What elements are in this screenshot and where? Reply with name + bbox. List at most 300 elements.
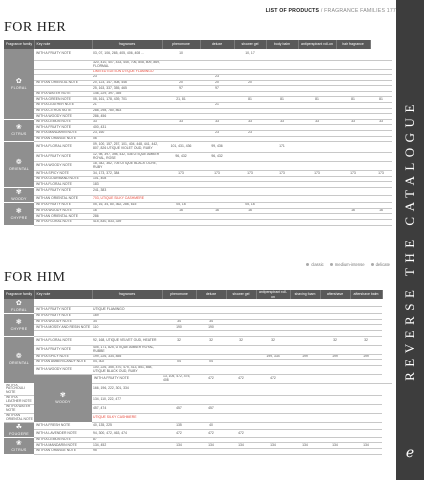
value-cell: [266, 188, 298, 196]
value-cell: 199: [320, 354, 350, 360]
fragrances-cell: 40, 135, 225: [92, 422, 162, 430]
value-cell: [320, 374, 350, 383]
fragrances-cell: 05, 16, 34, 80, 362, 286, 615: [92, 203, 162, 209]
value-cell: [200, 162, 234, 171]
value-cell: 171: [266, 142, 298, 153]
column-header: Key note: [34, 40, 92, 49]
fragrances-cell: 95: [92, 448, 162, 454]
fragrances-cell: 05, 161, 178, 439, 701: [92, 97, 162, 103]
value-cell: 20: [162, 80, 200, 86]
legend-label: classic: [311, 262, 324, 267]
value-cell: [350, 365, 382, 374]
value-cell: [320, 299, 350, 306]
fragrances-cell: 87: [92, 437, 162, 443]
value-cell: 16: [162, 208, 200, 214]
her-table: [4, 40, 392, 226]
value-cell: [320, 345, 350, 354]
fragrances-cell: 23: [92, 75, 162, 81]
legend-dot-icon: [330, 263, 333, 266]
value-cell: 97: [162, 86, 200, 92]
flower-icon: ✿: [15, 300, 23, 307]
value-cell: [370, 195, 392, 203]
family-label: CITRUS: [11, 447, 27, 452]
value-cell: 32: [226, 336, 256, 345]
fragrances-cell: LIMITED EDITION UTIQUE FLAMINGO: [92, 69, 162, 75]
value-cell: [162, 195, 200, 203]
value-cell: [298, 142, 336, 153]
value-cell: [350, 430, 382, 438]
value-cell: [320, 396, 350, 405]
fragrances-cell: 415, 830, 833, 339: [92, 219, 162, 225]
value-cell: [320, 365, 350, 374]
value-cell: [350, 396, 382, 405]
key-note-cell: WITH A FLORAL NOTE: [34, 336, 92, 345]
fragrances-cell: 34, 173, 372, 384: [92, 171, 162, 177]
family-label: FLORAL: [11, 85, 27, 90]
value-cell: [336, 153, 370, 162]
value-cell: 199: [290, 354, 320, 360]
value-cell: [162, 162, 200, 171]
value-cell: [200, 195, 234, 203]
flower-icon: ☘: [15, 423, 23, 431]
key-note-cell: WITH A WOODY NOTE: [34, 208, 92, 214]
value-cell: [320, 430, 350, 438]
value-cell: [320, 448, 350, 454]
table-row: [4, 374, 392, 383]
value-cell: [370, 153, 392, 162]
legend-label: medium-intense: [334, 262, 365, 267]
value-cell: [290, 448, 320, 454]
value-cell: [162, 365, 196, 374]
column-header: deluxe: [200, 40, 234, 49]
fragrances-cell: 13, 105, 472, 475, 408: [162, 374, 196, 383]
key-note-cell: WITH AN ORANGE NOTE: [34, 448, 92, 454]
value-cell: 16: [200, 208, 234, 214]
value-cell: [382, 374, 392, 383]
key-note-cell: WITH A FRUITY NOTE: [34, 314, 92, 320]
family-label: FLORAL: [11, 308, 27, 312]
value-cell: [320, 422, 350, 430]
value-cell: [226, 345, 256, 354]
fragrances-cell: 288, 298, 780, 863: [92, 108, 162, 114]
column-header: shower gel: [226, 290, 256, 299]
value-cell: 33: [370, 119, 392, 125]
table-row: [4, 60, 392, 69]
key-note-cell: WITH A MANDARIN NOTE: [34, 443, 92, 449]
family-cell: [4, 336, 34, 383]
value-cell: 16: [370, 208, 392, 214]
fragrances-cell: 23, 160: [92, 131, 162, 137]
legend-item: [306, 262, 324, 267]
value-cell: [234, 219, 266, 225]
key-note-cell: WITH A FRUITY NOTE: [92, 374, 162, 383]
value-cell: 457: [196, 405, 226, 414]
key-note-cell: WITH A MOSSY AND RESIN NOTE: [36, 324, 91, 329]
fragrances-cell: [92, 299, 162, 306]
family-cell: [4, 203, 34, 225]
value-cell: [290, 383, 320, 396]
value-cell: 457: [162, 405, 196, 414]
column-header: deluxe: [196, 290, 226, 299]
column-header: antiperspirant roll-on: [298, 40, 336, 49]
value-cell: [336, 188, 370, 196]
table-row: [4, 365, 392, 374]
value-cell: 472: [256, 374, 290, 383]
value-cell: [336, 162, 370, 171]
value-cell: 32: [256, 336, 290, 345]
value-cell: [256, 422, 290, 430]
family-cell: [4, 188, 34, 203]
value-cell: 472: [226, 374, 256, 383]
key-note-cell: WITH A LEMON NOTE: [34, 437, 92, 443]
value-cell: [336, 195, 370, 203]
value-cell: [298, 153, 336, 162]
value-cell: [226, 396, 256, 405]
value-cell: [350, 383, 382, 396]
value-cell: [350, 345, 382, 354]
value-cell: [162, 188, 200, 196]
value-cell: [196, 413, 226, 422]
fragrances-cell: 110: [92, 325, 162, 331]
value-cell: [298, 219, 336, 225]
value-cell: [336, 219, 370, 225]
flower-icon: ❃: [15, 207, 23, 215]
value-cell: [350, 299, 382, 306]
value-cell: [336, 60, 370, 69]
key-note-cell: WITH A GREEN NOTE: [34, 97, 92, 103]
value-cell: 33: [162, 119, 200, 125]
value-cell: 96, 432: [200, 153, 234, 162]
value-cell: [290, 422, 320, 430]
column-header: aftershave: [320, 290, 350, 299]
value-cell: [162, 306, 196, 313]
value-cell: [290, 413, 320, 422]
value-cell: [350, 306, 382, 313]
fragrances-cell: 94, 300, 472, 463, 474: [92, 430, 162, 438]
family-cell: [4, 422, 34, 437]
family-cell: [4, 314, 34, 336]
value-cell: [256, 405, 290, 414]
table-row: [4, 195, 392, 203]
family-label: CHYPRE: [10, 215, 28, 220]
key-note-cell: WITH A WOODY NOTE: [34, 319, 92, 325]
value-cell: 81: [370, 97, 392, 103]
value-cell: 20: [234, 80, 266, 86]
table-row: [4, 142, 392, 153]
family-cell: [4, 437, 34, 454]
value-cell: [298, 60, 336, 69]
value-cell: [256, 448, 290, 454]
value-cell: [162, 299, 196, 306]
fragrances-cell: 286, 456: [92, 114, 162, 120]
value-cell: 190: [196, 325, 226, 331]
fragrances-cell: 92, 168, UTIQUE VELVET OUD, HEATER: [92, 336, 162, 345]
column-header: Fragrance family: [4, 290, 34, 299]
value-cell: [256, 345, 290, 354]
value-cell: [234, 153, 266, 162]
fragrances-cell: 166, 196, 222, 301, 334: [92, 383, 162, 396]
fragrances-cell: 100, 226, 355, 470, 475, 413, 851, 858, UTIQUE BLACK OUD, RUBY: [92, 365, 162, 374]
column-header: Key note: [34, 290, 92, 299]
value-cell: [290, 306, 320, 313]
value-cell: [350, 405, 382, 414]
value-cell: [226, 365, 256, 374]
value-cell: [196, 306, 226, 313]
value-cell: 472: [162, 430, 196, 438]
value-cell: 472: [226, 430, 256, 438]
key-note-cell: WITH A LEATHER NOTE: [34, 103, 92, 109]
value-cell: [266, 162, 298, 171]
value-cell: 134: [196, 443, 226, 449]
value-cell: [350, 413, 382, 422]
legend-label: delicate: [375, 262, 390, 267]
value-cell: [266, 195, 298, 203]
family-label: WOODY: [55, 400, 71, 405]
key-note-cell: WITH A LEMON NOTE: [34, 119, 92, 125]
value-cell: 96, 432: [162, 153, 200, 162]
value-cell: [162, 383, 196, 396]
key-note-cell: [34, 299, 92, 306]
value-cell: [196, 396, 226, 405]
value-cell: [336, 49, 370, 60]
family-cell: [34, 374, 92, 422]
fragrances-cell: 20, 123, 147, 408, 446: [92, 80, 162, 86]
value-cell: [200, 60, 234, 69]
value-cell: [350, 374, 382, 383]
key-note-cell: WITH A FLORAL NOTE: [34, 219, 92, 225]
value-cell: 81: [266, 97, 298, 103]
family-label: ORIENTAL: [8, 361, 30, 366]
flower-icon: ❀: [15, 439, 23, 447]
key-note-cell: [34, 60, 92, 69]
key-note-cell: WITH A WATER NOTE: [34, 91, 92, 97]
value-cell: [226, 413, 256, 422]
legend-item: [330, 262, 365, 267]
value-cell: 134: [162, 443, 196, 449]
column-header: hair fragrance: [336, 40, 370, 49]
flower-icon: ✾: [15, 189, 23, 196]
value-cell: [290, 430, 320, 438]
column-header: pheromone: [162, 40, 200, 49]
value-cell: [290, 374, 320, 383]
legend-dot-icon: [371, 263, 374, 266]
fragrances-cell: 101, 408: [92, 176, 162, 182]
fragrances-cell: 18, 342, 362, 705 UTIQUE BLACK OCRE, RUBY: [92, 162, 162, 171]
fragrances-cell: 134, 110, 222, 477: [92, 396, 162, 405]
fragrances-cell: 199, 226, 334, 855: [92, 354, 162, 360]
column-header: fragrances: [92, 40, 162, 49]
value-cell: 21, 81: [162, 97, 200, 103]
value-cell: 16: [336, 208, 370, 214]
fragrances-cell: 146, 229, 397, 355: [92, 91, 162, 97]
value-cell: [162, 396, 196, 405]
value-cell: [290, 345, 320, 354]
header-main: LIST OF PRODUCTS: [265, 8, 320, 14]
value-cell: [290, 299, 320, 306]
value-cell: 23: [200, 131, 234, 137]
legend: [306, 262, 390, 267]
value-cell: [162, 413, 196, 422]
key-note-cell: WITH A FRUITY NOTE: [34, 49, 92, 60]
value-cell: [320, 383, 350, 396]
value-cell: [256, 396, 290, 405]
value-cell: 20: [200, 80, 234, 86]
value-cell: 16: [234, 208, 266, 214]
value-cell: 32: [162, 336, 196, 345]
value-cell: 32: [196, 336, 226, 345]
value-cell: 10, 17: [234, 49, 266, 60]
value-cell: [234, 195, 266, 203]
value-cell: [290, 396, 320, 405]
key-note-cell: WITH A SPICY NOTE: [34, 354, 92, 360]
value-cell: 05, 16: [234, 203, 266, 209]
value-cell: 33: [266, 119, 298, 125]
key-note-cell: WITH AN AMBER/CANDY NOTE: [34, 360, 92, 366]
key-note-cell: WITH A FRUITY NOTE: [34, 188, 92, 196]
value-cell: [162, 219, 200, 225]
value-cell: 199, 334: [256, 354, 290, 360]
key-note-cell: WITH A FRUITY NOTE: [34, 203, 92, 209]
key-note-cell: WITH A FRUITY NOTE: [34, 153, 92, 162]
key-note-cell: WITH AN ORIENTAL NOTE: [34, 80, 92, 86]
value-cell: 173: [336, 171, 370, 177]
value-cell: [226, 299, 256, 306]
fragrances-cell: UTIQUE FLAMINGO: [92, 306, 162, 313]
value-cell: 21: [200, 103, 234, 109]
value-cell: 33: [234, 119, 266, 125]
value-cell: 97: [200, 86, 234, 92]
value-cell: [196, 448, 226, 454]
fragrances-cell: 04, 302: [92, 360, 162, 366]
fragrances-cell: 21: [92, 103, 162, 109]
value-cell: [196, 383, 226, 396]
value-cell: 199: [350, 354, 382, 360]
her-title: FOR HER: [4, 20, 67, 35]
key-note-cell: WITH AN ORIENTAL NOTE: [6, 413, 33, 421]
key-note-cell: WITH A LEATHER NOTE: [4, 396, 34, 405]
value-cell: [370, 162, 392, 171]
value-cell: 134: [256, 443, 290, 449]
key-note-cell: WITH A FLORAL NOTE: [34, 142, 92, 153]
value-cell: 134: [226, 443, 256, 449]
key-note-cell: WITH A CITRUS NOTE: [34, 108, 92, 114]
value-cell: [320, 405, 350, 414]
fragrances-cell: 134, 452: [92, 443, 162, 449]
brand-logo-icon: ℯ: [405, 446, 415, 461]
value-cell: [256, 306, 290, 313]
family-cell: [4, 49, 34, 119]
value-cell: [290, 336, 320, 345]
fragrances-cell: 03, 07, 106, 265, 405, 406, 408 ...: [92, 49, 162, 60]
value-cell: [226, 422, 256, 430]
fragrances-cell: 457, 474: [92, 405, 162, 414]
table-row: [4, 345, 392, 354]
value-cell: [234, 142, 266, 153]
column-header: body balm: [266, 40, 298, 49]
value-cell: [256, 430, 290, 438]
key-note-cell: WITH A MANDARIN NOTE: [34, 131, 92, 137]
value-cell: [196, 365, 226, 374]
fragrances-cell: 169: [92, 314, 162, 320]
table-row: [4, 162, 392, 171]
key-note-cell: WITH AN ORIENTAL NOTE: [34, 214, 92, 220]
table-row: [4, 448, 392, 454]
value-cell: 32: [350, 336, 382, 345]
value-cell: [200, 188, 234, 196]
flower-icon: ❃: [15, 318, 23, 326]
value-cell: 81: [234, 97, 266, 103]
value-cell: 173: [200, 171, 234, 177]
value-cell: [256, 413, 290, 422]
fragrances-cell: 286: [92, 214, 162, 220]
value-cell: 101, 431, 436: [162, 142, 200, 153]
key-note-cell: WITH A FRUITY NOTE: [34, 125, 92, 131]
value-cell: [196, 345, 226, 354]
fragrances-cell: 09, 100, 157, 257, 101, 404, 448, 441, 442, 807, 826 UTIQUE VIOLET OUD, RUBY: [92, 142, 162, 153]
value-cell: 34: [196, 319, 226, 325]
fragrances-cell: 241, 383: [92, 188, 162, 196]
column-header: pheromone: [162, 290, 196, 299]
value-cell: [200, 49, 234, 60]
value-cell: 173: [266, 171, 298, 177]
family-cell: [4, 299, 34, 314]
value-cell: [234, 188, 266, 196]
value-cell: [298, 162, 336, 171]
value-cell: [370, 219, 392, 225]
key-note-cell: WITH A WATER NOTE: [4, 405, 34, 414]
flower-icon: ❁: [15, 158, 23, 166]
value-cell: 33: [336, 119, 370, 125]
value-cell: [162, 345, 196, 354]
value-cell: [266, 49, 298, 60]
value-cell: [290, 405, 320, 414]
key-note-cell: WITH A WOODY NOTE: [34, 114, 92, 120]
value-cell: [234, 60, 266, 69]
value-cell: [196, 299, 226, 306]
value-cell: 81: [298, 97, 336, 103]
flower-icon: ✿: [15, 77, 23, 85]
family-cell: [4, 142, 34, 188]
family-label: CITRUS: [11, 132, 27, 137]
fragrances-cell: 703, UTIQUE SILKY CASHMERE: [92, 195, 162, 203]
key-note-cell: WITH A WOODY NOTE: [34, 162, 92, 171]
value-cell: [266, 219, 298, 225]
value-cell: 04: [162, 360, 196, 366]
column-header: Fragrance family: [4, 40, 34, 49]
family-cell: [4, 119, 34, 141]
value-cell: 134: [320, 443, 350, 449]
value-cell: 190: [162, 325, 196, 331]
him-table: [4, 290, 392, 455]
value-cell: 04: [196, 360, 226, 366]
table-row: [4, 299, 392, 306]
value-cell: [298, 188, 336, 196]
side-title: REVERSE THE CATALOGUE: [402, 99, 417, 381]
flower-icon: ✾: [59, 392, 67, 400]
value-cell: [266, 60, 298, 69]
value-cell: [226, 405, 256, 414]
legend-item: [371, 262, 390, 267]
table-row: [4, 188, 392, 196]
fragrances-cell: 06: [92, 136, 162, 142]
table-row: [4, 49, 392, 60]
value-cell: 135: [162, 422, 196, 430]
key-note-cell: WITH A SPICY NOTE: [34, 171, 92, 177]
key-note-cell: WITH A FRUITY NOTE: [34, 345, 92, 354]
value-cell: 472: [196, 374, 226, 383]
value-cell: 40: [196, 422, 226, 430]
value-cell: 05, 16: [162, 203, 200, 209]
